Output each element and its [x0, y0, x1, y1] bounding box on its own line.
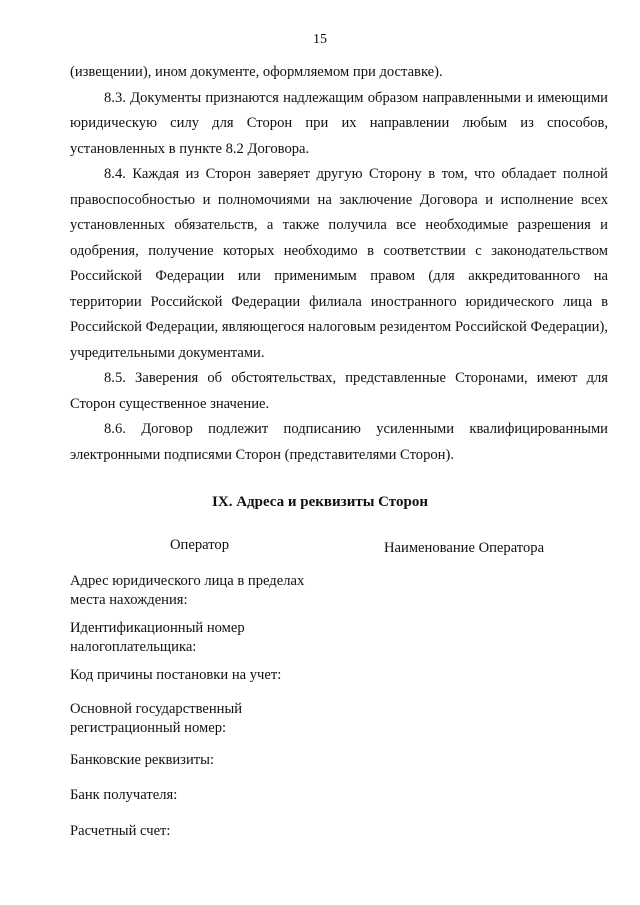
- paragraph-8-6: 8.6. Договор подлежит подписанию усиленными квалифицированными электронными подписями Сторон (представителями Сторон).: [70, 421, 608, 463]
- field-bank: Банк получателя:: [70, 787, 178, 803]
- field-inn: Идентификационный номер налогоплательщика:: [70, 620, 245, 655]
- party-label-operator: Оператор: [170, 537, 230, 553]
- contract-text: [70, 60, 608, 468]
- section-title: IX. Адреса и реквизиты Сторон: [212, 494, 428, 510]
- paragraph-8-4: 8.4. Каждая из Сторон заверяет другую Сторону в том, что обладает полной правоспособностью и полномочиями на заключение Договора и исполнение всех установленных обязательств, а также получила все необходимые разрешения и одобрения, получение которых необходимо в соответствии с законодательством Российской Федерации или применимым правом (для аккредитованного на территории Российской Федерации филиала иностранного юридического лица в Российской Федерации, являющегося налоговым резидентом Российской Федерации), учредительными документами.: [70, 166, 608, 361]
- field-ogrn: Основной государственный регистрационный номер:: [70, 701, 243, 736]
- page-number: 15: [313, 32, 327, 47]
- paragraph-continuation: (извещении), ином документе, оформляемом при доставке).: [70, 64, 443, 80]
- field-address: Адрес юридического лица в пределах места нахождения:: [70, 573, 305, 608]
- field-bank-details: Банковские реквизиты:: [70, 752, 214, 768]
- paragraph-8-3: 8.3. Документы признаются надлежащим образом направленными и имеющими юридическую силу для Сторон при их направлении любым из способов, установленных в пункте 8.2 Договора.: [70, 89, 608, 157]
- field-kpp: Код причины постановки на учет:: [70, 667, 282, 683]
- field-account: Расчетный счет:: [70, 823, 171, 839]
- paragraph-8-5: 8.5. Заверения об обстоятельствах, представленные Сторонами, имеют для Сторон существенное значение.: [70, 370, 608, 412]
- party-name-operator: Наименование Оператора: [384, 540, 545, 556]
